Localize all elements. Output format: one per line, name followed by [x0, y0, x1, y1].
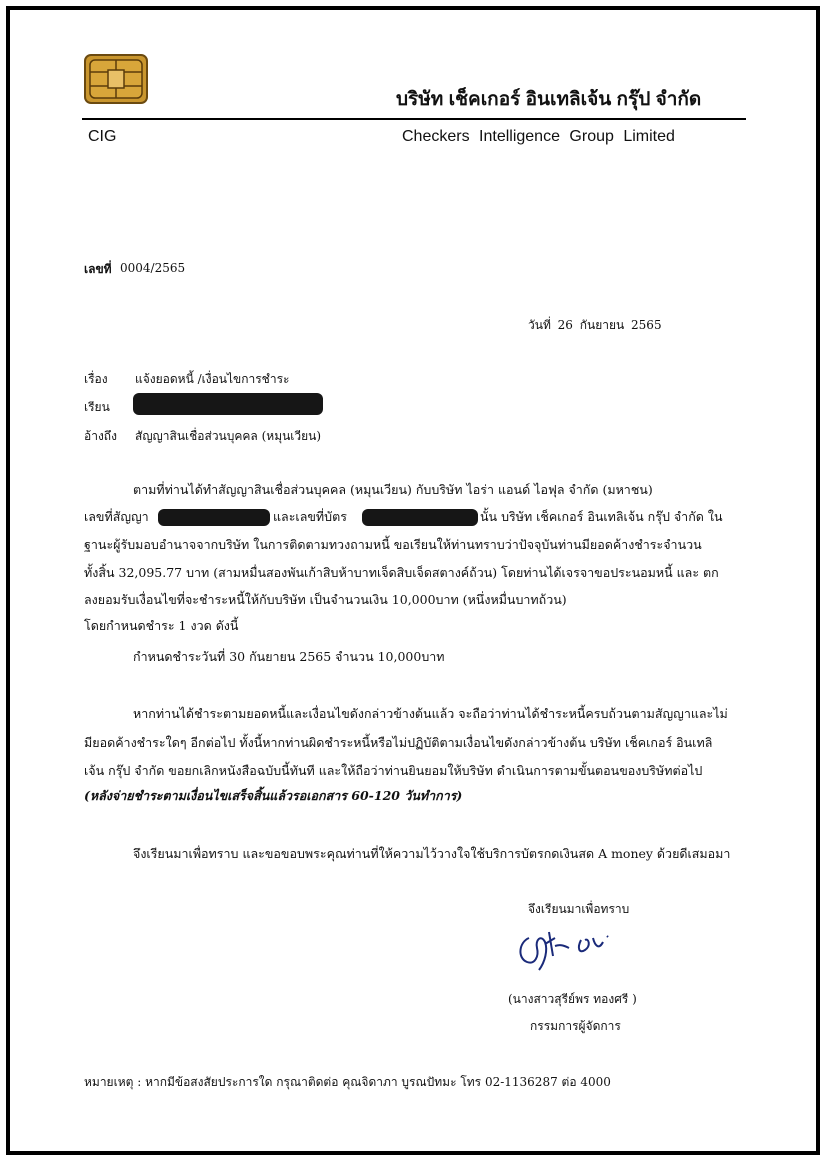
body-p2-note: (หลังจ่ายชำระตามเงื่อนไขเสร็จสิ้นแล้วรอเอกสาร 60-120 วันทำการ)	[84, 788, 463, 803]
body-p1-line6: โดยกำหนดชำระ 1 งวด ดังนี้	[84, 618, 239, 633]
body-p2-line2: มียอดค้างชำระใดๆ อีกต่อไป ทั้งนี้หากท่านผิดชำระหนี้หรือไม่ปฏิบัติตามเงื่อนไขดังกล่าวข้างต้น บริษัท เช็คเกอร์ อินเทลิ	[84, 735, 713, 750]
ref-label: เลขที่	[84, 262, 112, 276]
subject-label: เรื่อง	[84, 372, 108, 386]
payment-schedule: กำหนดชำระวันที่ 30 กันยายน 2565 จำนวน 10,000บาท	[133, 649, 445, 664]
signatory-name: (นางสาวสุรีย์พร ทองศรี )	[508, 992, 637, 1006]
signatory-title: กรรมการผู้จัดการ	[530, 1019, 621, 1033]
closing-salutation: จึงเรียนมาเพื่อทราบ	[528, 902, 630, 916]
company-abbr: CIG	[88, 128, 117, 145]
body-p2-line3: เจ้น กรุ๊ป จำกัด ขอยกเลิกหนังสือฉบับนี้ทันที และให้ถือว่าท่านยินยอมให้บริษัท ดำเนินการตามขั้นตอนของบริษัทต่อไป	[84, 763, 703, 778]
letter-date: วันที่ 26 กันยายน 2565	[528, 318, 662, 332]
company-logo-chip-icon	[84, 54, 148, 104]
body-p1-line4: ทั้งสิ้น 32,095.77 บาท (สามหมื่นสองพันเก้าสิบห้าบาทเจ็ดสิบเจ็ดสตางค์ถ้วน) โดยท่านได้เจรจาขอประนอมหนี้ และ ตก	[84, 565, 719, 580]
footer-note: หมายเหตุ : หากมีข้อสงสัยประการใด กรุณาติดต่อ คุณจิดาภา บูรณปัทมะ โทร 02-1136287 ต่อ 4000	[84, 1075, 611, 1089]
company-name-english: Checkers Intelligence Group Limited	[402, 128, 675, 145]
body-p1-line5: ลงยอมรับเงื่อนไขที่จะชำระหนี้ให้กับบริษัท เป็นจำนวนเงิน 10,000บาท (หนึ่งหมื่นบาทถ้วน)	[84, 592, 567, 607]
ref-number: 0004/2565	[120, 261, 186, 275]
body-p1-line2-rest: นั้น บริษัท เช็คเกอร์ อินเทลิเจ้น กรุ๊ป จำกัด ใน	[480, 509, 723, 524]
redacted-recipient-name	[133, 393, 323, 415]
body-p3-closing: จึงเรียนมาเพื่อทราบ และขอขอบพระคุณท่านที่ให้ความไว้วางใจใช้บริการบัตรกดเงินสด A money ด้วยดีเสมอมา	[133, 846, 731, 861]
body-p1-line2-card-label: และเลขที่บัตร	[273, 509, 347, 524]
handwritten-signature-icon	[515, 920, 625, 982]
body-p1-line2-contract-label: เลขที่สัญญา	[84, 509, 149, 524]
company-name-thai: บริษัท เช็คเกอร์ อินเทลิเจ้น กรุ๊ป จำกัด	[396, 89, 702, 110]
body-p2-line1: หากท่านได้ชำระตามยอดหนี้และเงื่อนไขดังกล่าวข้างต้นแล้ว จะถือว่าท่านได้ชำระหนี้ครบถ้วนตามสัญญาและไม่	[133, 706, 728, 721]
body-p1-line1: ตามที่ท่านได้ทำสัญญาสินเชื่อส่วนบุคคล (หมุนเวียน) กับบริษัท ไอร่า แอนด์ ไอฟุล จำกัด (มหาชน)	[133, 482, 653, 497]
recipient-label: เรียน	[84, 400, 110, 414]
subject-value: แจ้งยอดหนี้ /เงื่อนไขการชำระ	[135, 372, 290, 386]
header-rule	[82, 118, 746, 120]
reference-value: สัญญาสินเชื่อส่วนบุคคล (หมุนเวียน)	[135, 429, 322, 443]
reference-label: อ้างถึง	[84, 429, 117, 443]
body-p1-line3: ฐานะผู้รับมอบอำนาจจากบริษัท ในการติดตามทวงถามหนี้ ขอเรียนให้ท่านทราบว่าปัจจุบันท่านมียอดค้างชำระจำนวน	[84, 537, 702, 552]
redacted-contract-number	[158, 509, 270, 526]
redacted-card-number	[362, 509, 478, 526]
